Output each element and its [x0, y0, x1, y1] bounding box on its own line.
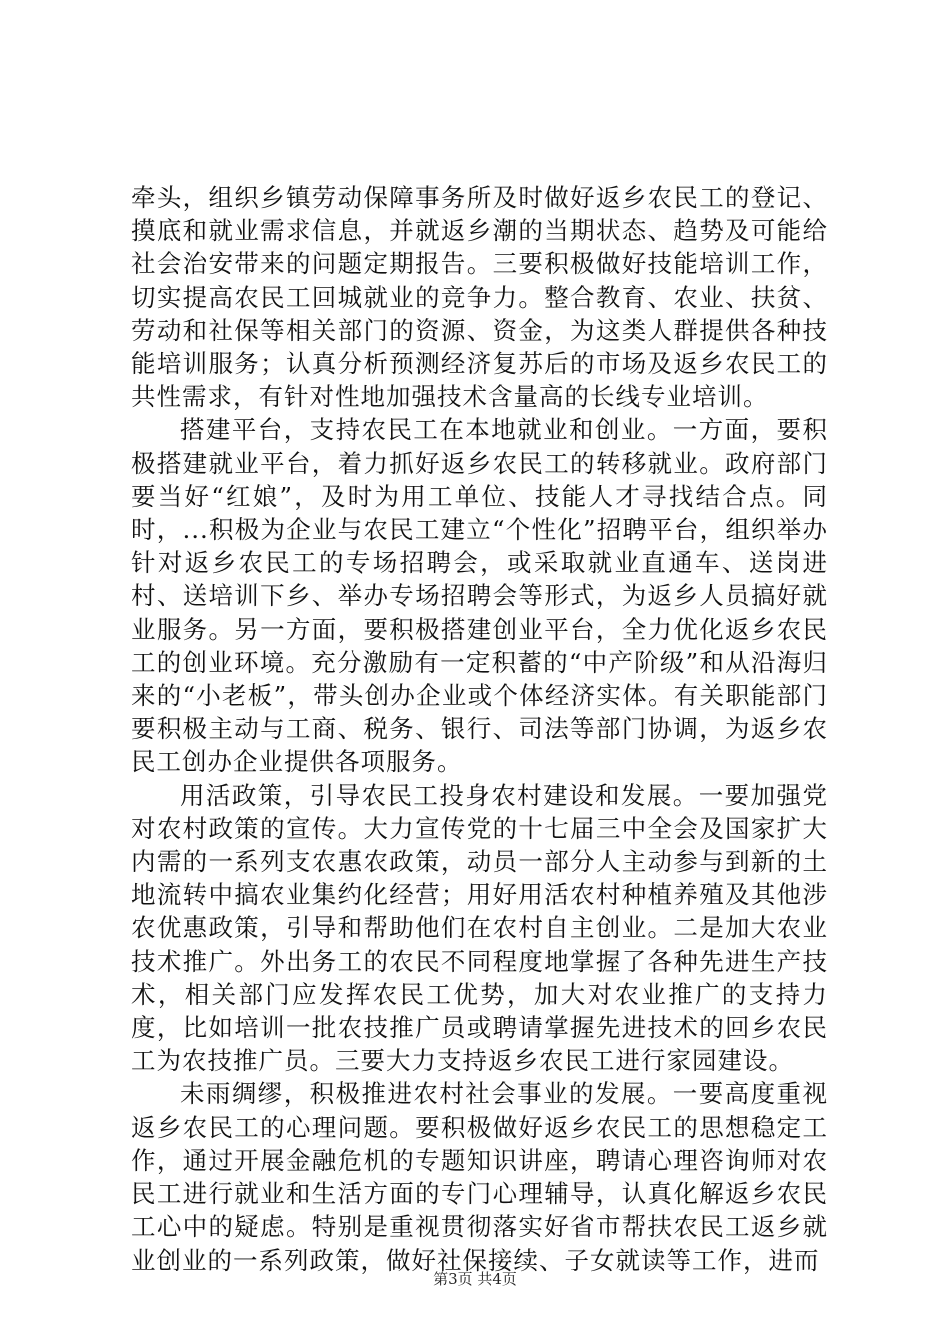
paragraph-use-policy: 用活政策，引导农民工投身农村建设和发展。一要加强党对农村政策的宣传。大力宣传党的十七届三中全会及国家扩大内需的一系列支农惠农政策，动员一部分人主动参与到新的土地流转中搞农业集约化经营；用好用活农村种植养殖及其他涉农优惠政策，引导和帮助他们在农村自主创业。二是加大农业技术推广。外出务工的农民不同程度地掌握了各种先进生产技术，相关部门应发挥农民工优势，加大对农业推广的支持力度，比如培训一批农技推广员或聘请掌握先进技术的回乡农民工为农技推广员。三要大力支持返乡农民工进行家园建设。 — [131, 780, 828, 1076]
paragraph-build-platform: 搭建平台，支持农民工在本地就业和创业。一方面，要积极搭建就业平台，着力抓好返乡农民工的转移就业。政府部门要当好“红娘”，及时为用工单位、技能人才寻找结合点。同时，...积极为企业与农民工建立“个性化”招聘平台，组织举办针对返乡农民工的专场招聘会，或采取就业直通车、送岗进村、送培训下乡、举办专场招聘会等形式，为返乡人员搞好就业服务。另一方面，要积极搭建创业平台，全力优化返乡农民工的创业环境。充分激励有一定积蓄的“中产阶级”和从沿海归来的“小老板”，带头创办企业或个体经济实体。有关职能部门要积极主动与工商、税务、银行、司法等部门协调，为返乡农民工创办企业提供各项服务。 — [131, 415, 828, 777]
paragraph-plan-ahead: 未雨绸缪，积极推进农村社会事业的发展。一要高度重视返乡农民工的心理问题。要积极做好返乡农民工的思想稳定工作，通过开展金融危机的专题知识讲座，聘请心理咨询师对农民工进行就业和生活方面的专门心理辅导，认真化解返乡农民工心中的疑虑。特别是重视贯彻落实好省市帮扶农民工返乡就业创业的一系列政策，做好社保接续、子女就读等工作，进而 — [131, 1079, 828, 1275]
paragraph-continuation: 牵头，组织乡镇劳动保障事务所及时做好返乡农民工的登记、摸底和就业需求信息，并就返乡潮的当期状态、趋势及可能给社会治安带来的问题定期报告。三要积极做好技能培训工作，切实提高农民工回城就业的竞争力。整合教育、农业、扶贫、劳动和社保等相关部门的资源、资金，为这类人群提供各种技能培训服务；认真分析预测经济复苏后的市场及返乡农民工的共性需求，有针对性地加强技术含量高的长线专业培训。 — [131, 183, 828, 412]
document-body — [131, 181, 828, 1277]
page-number-footer: 第3页 共4页 — [433, 1270, 517, 1288]
